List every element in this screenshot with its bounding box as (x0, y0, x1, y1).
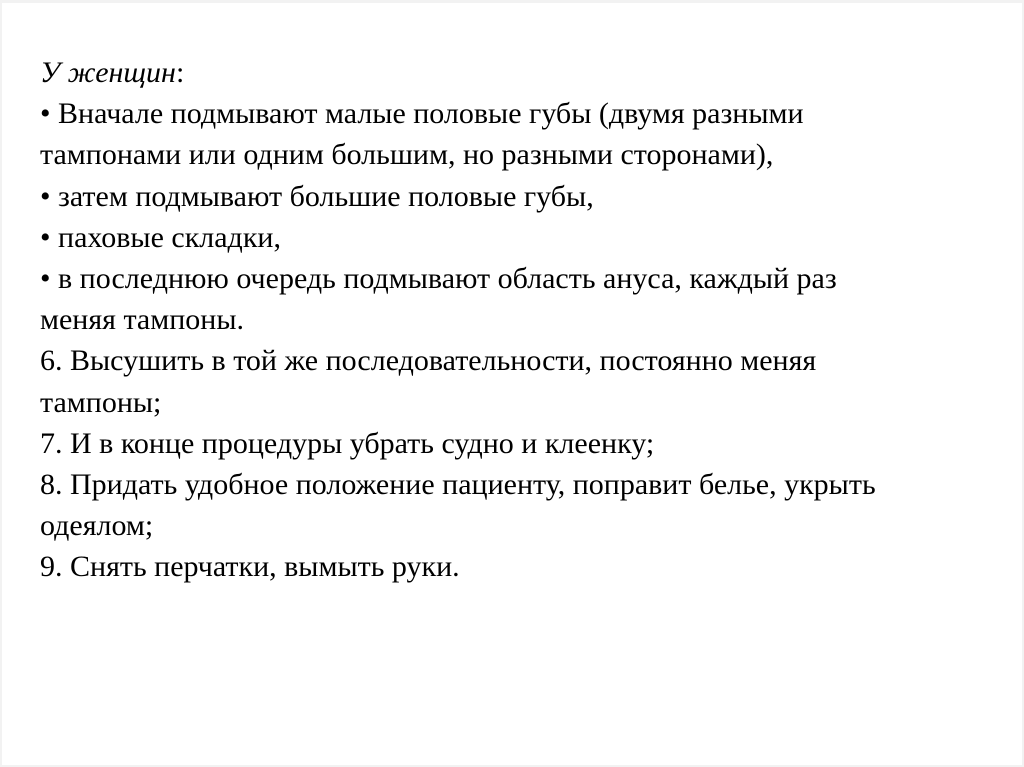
line-text: Вначале подмывают малые половые губы (двумя разными (50, 97, 804, 131)
text-line (40, 340, 1010, 381)
text-line (40, 134, 1010, 175)
bullet-icon: • (40, 97, 51, 131)
line-text: 6. Высушить в той же последовательности, постоянно меняя (40, 344, 817, 378)
line-text: 9. Снять перчатки, вымыть руки. (40, 550, 460, 584)
text-line (40, 464, 1010, 505)
text-line (40, 258, 1010, 299)
line-text: 8. Придать удобное положение пациенту, поправит белье, укрыть (40, 468, 876, 502)
text-line (40, 382, 1010, 423)
heading-colon: : (175, 56, 185, 89)
line-text: одеялом; (40, 509, 154, 543)
text-line (40, 423, 1010, 464)
line-text: затем подмывают большие половые губы, (50, 179, 594, 213)
slide-text-block (40, 52, 1010, 588)
text-line (40, 176, 1010, 217)
text-line (40, 299, 1010, 340)
bullet-icon: • (40, 262, 51, 296)
line-text: в последнюю очередь подмывают область ануса, каждый раз (50, 262, 837, 296)
line-text: меняя тампоны. (40, 303, 244, 337)
line-text: тампонами или одним большим, но разными сторонами), (40, 138, 774, 172)
bullet-icon: • (40, 220, 51, 254)
text-line (40, 217, 1010, 258)
heading-label: У женщин (40, 56, 176, 89)
line-text: 7. И в конце процедуры убрать судно и клеенку; (40, 426, 655, 460)
text-line (40, 93, 1010, 134)
bullet-icon: • (40, 179, 51, 213)
line-text: паховые складки, (50, 220, 281, 254)
text-line (40, 546, 1010, 587)
text-line (40, 505, 1010, 546)
section-heading (40, 52, 1010, 93)
line-text: тампоны; (40, 385, 162, 419)
